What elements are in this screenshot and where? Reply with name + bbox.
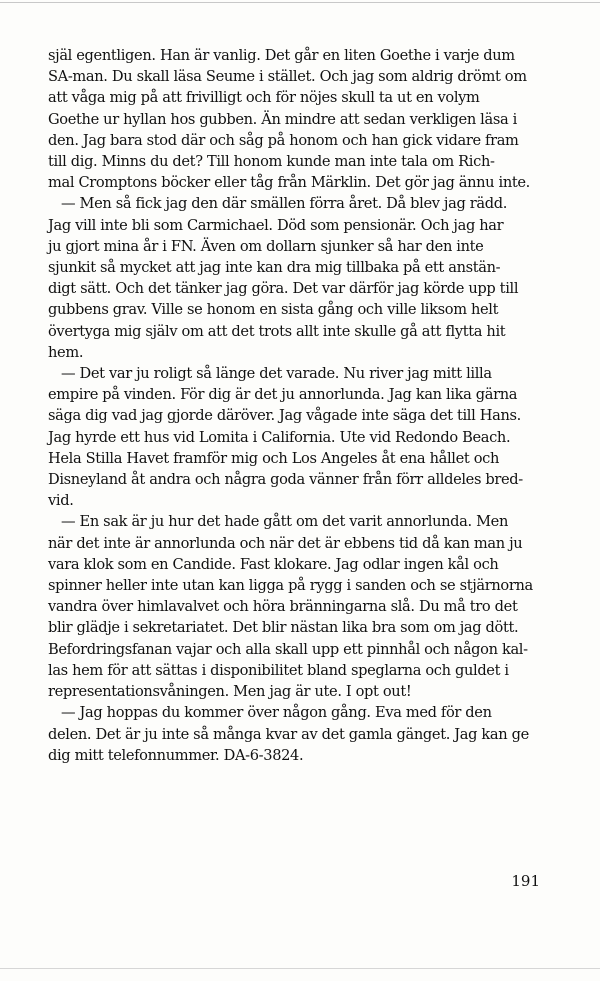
paragraph-5: — Jag hoppas du kommer över någon gång. Eva med för den delen. Det är ju inte så många kvar av det gamla gänget. Jag kan ge dig mitt telefonnummer. DA-6-3824.: [48, 704, 529, 764]
paragraph-4: — En sak är ju hur det hade gått om det varit annorlunda. Men när det inte är annorlunda och när det är ebbens tid då kan man ju vara klok som en Candide. Fast klokare. Jag odlar ingen kål och spinner heller inte utan kan ligga på rygg i sanden och se stjärnorna vandra över himlavalvet och höra bränningarna slå. Du må tro det blir glädje i sekretariatet. Det blir nästan lika bra som om jag dött. Befordringsfanan vajar och alla skall upp ett pinnhål och någon kal- las hem för att sättas i disponibilitet bland speglarna och guldet i representationsvåningen. Men jag är ute. I opt out!: [48, 513, 533, 701]
paragraph-3: — Det var ju roligt så länge det varade. Nu river jag mitt lilla empire på vinden. För dig är det ju annorlunda. Jag kan lika gärna säga dig vad jag gjorde däröver. Jag vågade inte säga det till Hans. Jag hyrde ett hus vid Lomita i California. Ute vid Redondo Beach. Hela Stilla Havet framför mig och Los Angeles åt ena hållet och Disneyland åt andra och några goda vänner från förr alldeles bred- vid.: [48, 365, 523, 510]
bottom-edge-line: [0, 968, 600, 969]
page-number: 191: [511, 872, 540, 890]
paragraph-1: själ egentligen. Han är vanlig. Det går en liten Goethe i varje dum SA-man. Du skall läsa Seume i stället. Och jag som aldrig drömt om att våga mig på att frivilligt och för nöjes skull ta ut en volym Goethe ur hyllan hos gubben. Än mindre att sedan verkligen läsa i den. Jag bara stod där och såg på honom och han gick vidare fram till dig. Minns du det? Till honom kunde man inte tala om Rich- mal Cromptons böcker eller tåg från Märklin. Det gör jag ännu inte.: [48, 47, 530, 192]
paragraph-2: — Men så fick jag den där smällen förra året. Då blev jag rädd. Jag vill inte bli som Carmichael. Död som pensionär. Och jag har ju gjort mina år i FN. Även om dollarn sjunker så har den inte sjunkit så mycket att jag inte kan dra mig tillbaka på ett anstän- digt sätt. Och det tänker jag göra. Det var därför jag körde upp till gubbens grav. Ville se honom en sista gång och ville liksom helt övertyga mig själv om att det trots allt inte skulle gå att flytta hit hem.: [48, 195, 519, 361]
top-edge-line: [0, 2, 600, 3]
body-text: [48, 45, 540, 766]
